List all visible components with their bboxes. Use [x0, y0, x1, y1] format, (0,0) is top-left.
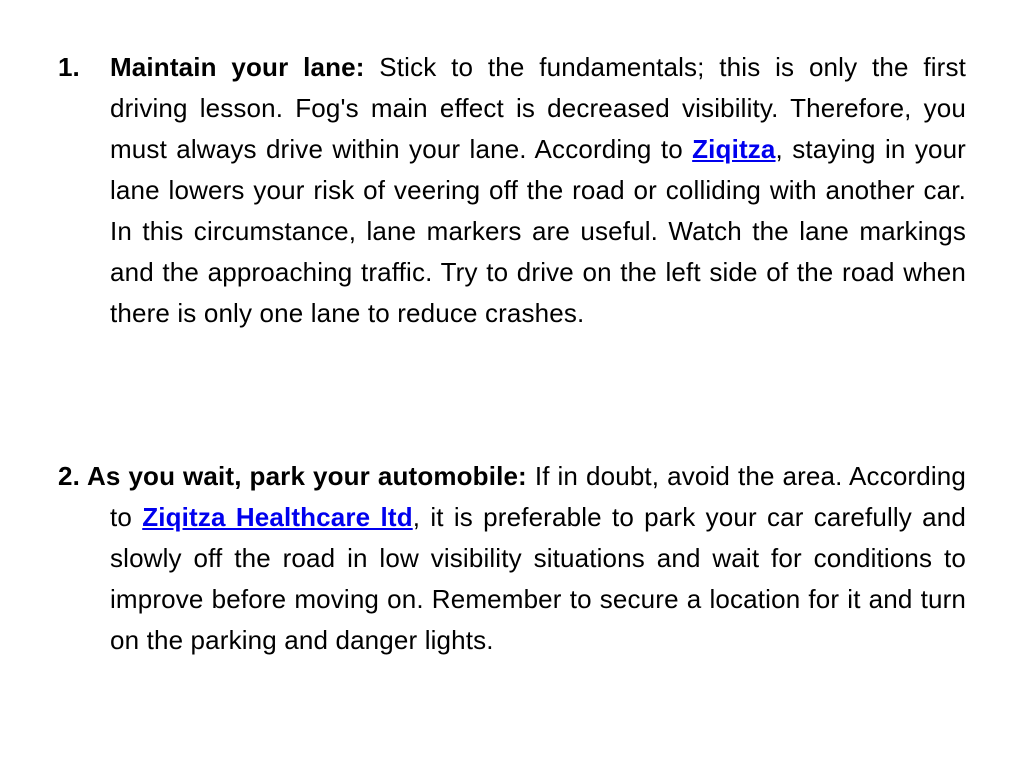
item-text: If in doubt, avoid the area. According to: [110, 461, 966, 532]
list-item-maintain-lane: [110, 47, 966, 334]
item-text: Stick to the fundamentals; this is only the first driving lesson. Fog's main effect is decreased visibility. Therefore, you must always drive within your lane. According to: [110, 52, 966, 164]
item-heading: Maintain your lane:: [110, 52, 365, 82]
item-text: , it is preferable to park your car carefully and slowly off the road in low visibility situations and wait for conditions to improve before moving on. Remember to secure a location for it and turn on the parking and danger lights.: [110, 502, 967, 655]
ziqitza-link[interactable]: Ziqitza: [692, 134, 776, 164]
item-text: , staying in your lane lowers your risk of veering off the road or colliding with another car. In this circumstance, lane markers are useful. Watch the lane markings and the approaching traffic. Try to drive on the left side of the road when there is only one lane to reduce crashes.: [110, 134, 966, 328]
ziqitza-healthcare-link[interactable]: Ziqitza Healthcare ltd: [142, 502, 413, 532]
item-heading: 2. As you wait, park your automobile:: [58, 461, 527, 491]
list-number: 1.: [58, 52, 80, 82]
list-item-park-automobile: [58, 456, 967, 661]
